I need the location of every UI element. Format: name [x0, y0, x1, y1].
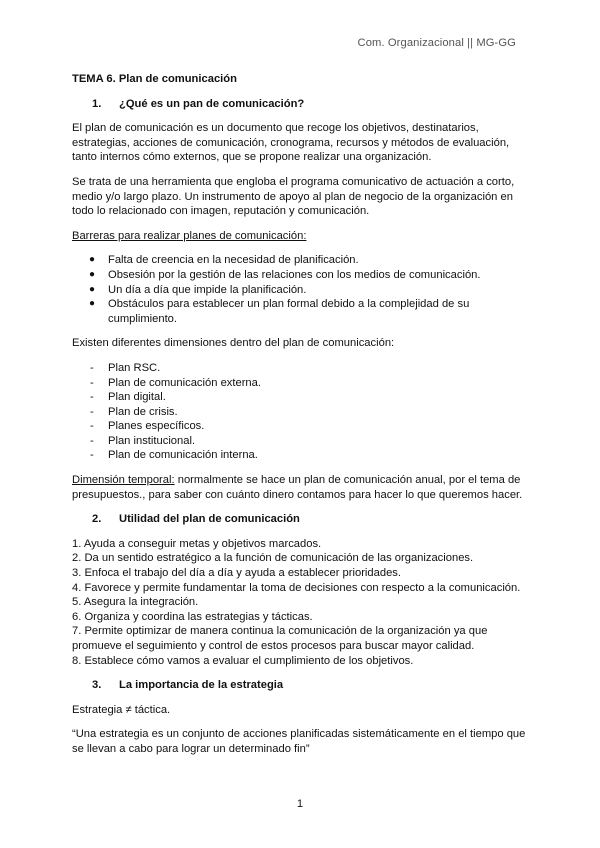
section-3-heading: [72, 678, 532, 693]
document-title: TEMA 6. Plan de comunicación: [72, 73, 237, 85]
section-2-title: Utilidad del plan de comunicación: [119, 513, 300, 526]
list-item: 4. Favorece y permite fundamentar la toma de decisiones con respecto a la comunicación.: [72, 581, 521, 594]
section-1-paragraph-1: El plan de comunicación es un documento que recoge los objetivos, destinatarios, estrategias, acciones de comunicación, cronograma, recursos y métodos de evaluación, tanto internos cómo externos, que se propone realizar una organización.: [72, 122, 510, 164]
dash-icon: -: [90, 449, 94, 462]
section-2-heading: [72, 512, 532, 527]
list-item: - Plan de comunicación externa.: [90, 376, 261, 389]
dimensions-intro: Existen diferentes dimensiones dentro del plan de comunicación:: [72, 337, 395, 350]
dash-icon: -: [90, 376, 94, 389]
page-content: [72, 72, 532, 767]
temporal-label: Dimensión temporal:: [72, 474, 175, 487]
dash-icon: -: [90, 405, 94, 418]
list-item: - Plan de crisis.: [90, 405, 178, 418]
dash-icon: -: [90, 391, 94, 404]
section-1-number: 1.: [92, 97, 102, 110]
section-3-title: La importancia de la estrategia: [119, 679, 284, 692]
list-item: ● Un día a día que impide la planificación.: [89, 283, 307, 296]
section-1-title: ¿Qué es un pan de comunicación?: [119, 97, 305, 110]
dash-icon: -: [90, 361, 94, 374]
list-item: - Plan de comunicación interna.: [90, 449, 258, 462]
barriers-list: [72, 253, 532, 326]
section-1-heading: [72, 97, 532, 112]
dimensions-list: [72, 361, 532, 463]
list-item: 7. Permite optimizar de manera continua la comunicación de la organización ya que promueve el seguimiento y control de estos procesos para buscar mayor calidad.: [72, 625, 488, 652]
list-item: - Plan digital.: [90, 391, 166, 404]
bullet-icon: ●: [89, 298, 96, 310]
dash-icon: -: [90, 434, 94, 447]
bullet-icon: ●: [89, 268, 96, 280]
list-item: ● Obsesión por la gestión de las relaciones con los medios de comunicación.: [89, 268, 481, 281]
list-item: ● Obstáculos para establecer un plan formal debido a la complejidad de su cumplimiento.: [89, 298, 470, 325]
page-header: Com. Organizacional || MG-GG: [357, 37, 516, 49]
page-number: 1: [296, 798, 304, 810]
list-item: - Planes específicos.: [90, 420, 205, 433]
barriers-label: Barreras para realizar planes de comunicación:: [72, 229, 307, 242]
list-item: 1. Ayuda a conseguir metas y objetivos marcados.: [72, 537, 322, 550]
temporal-text: normalmente se hace un plan de comunicación anual, por el tema de presupuestos., para saber con cuánto dinero contamos para hacer lo que queremos hacer.: [72, 474, 523, 501]
list-item: 2. Da un sentido estratégico a la función de comunicación de las organizaciones.: [72, 552, 474, 565]
bullet-icon: ●: [89, 283, 96, 295]
temporal-paragraph: [72, 473, 532, 502]
dash-icon: -: [90, 420, 94, 433]
list-item: 5. Asegura la integración.: [72, 596, 199, 609]
section-3-number: 3.: [92, 679, 102, 692]
list-item: - Plan RSC.: [90, 361, 161, 374]
utility-list: [72, 537, 532, 668]
list-item: 8. Establece cómo vamos a evaluar el cumplimiento de los objetivos.: [72, 654, 414, 667]
list-item: 3. Enfoca el trabajo del día a día y ayuda a establecer prioridades.: [72, 567, 401, 580]
list-item: ● Falta de creencia en la necesidad de planificación.: [89, 254, 359, 267]
list-item: - Plan institucional.: [90, 434, 196, 447]
section-3-quote: “Una estrategia es un conjunto de acciones planificadas sistemáticamente en el tiempo que se llevan a cabo para lograr un determinado fin”: [72, 728, 526, 755]
section-1-paragraph-2: Se trata de una herramienta que engloba el programa comunicativo de actuación a corto, medio y/o largo plazo. Un instrumento de apoyo al plan de negocio de la organización en todo lo relacionado con imagen, reputación y comunicación.: [72, 175, 515, 218]
section-2-number: 2.: [92, 513, 102, 526]
section-3-paragraph-1: Estrategia ≠ táctica.: [72, 703, 171, 716]
list-item: 6. Organiza y coordina las estrategias y tácticas.: [72, 610, 313, 623]
bullet-icon: ●: [89, 254, 96, 266]
